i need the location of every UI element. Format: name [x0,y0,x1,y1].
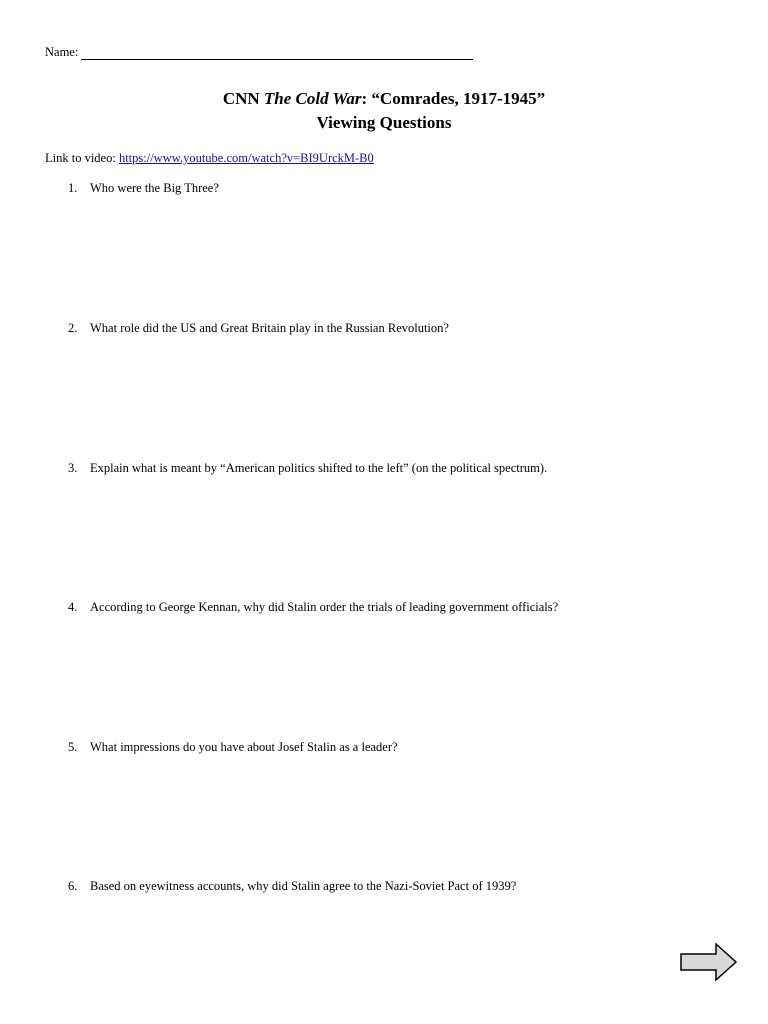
next-page-arrow[interactable] [680,942,738,987]
question-text: According to George Kennan, why did Stalin order the trials of leading government officials? [90,600,559,614]
question-4 [68,600,558,615]
name-label: Name: [45,45,79,59]
video-link[interactable]: https://www.youtube.com/watch?v=BI9UrckM-B0 [118,151,374,165]
video-link-label: Link to video: [45,151,119,165]
question-text: What impressions do you have about Josef Stalin as a leader? [90,740,398,754]
question-1 [68,181,219,196]
video-link-row [45,151,374,166]
name-blank-line[interactable] [81,45,473,60]
question-text: What role did the US and Great Britain play in the Russian Revolution? [90,321,449,335]
question-number: 1. [68,181,78,195]
document-title [0,86,768,112]
question-6 [68,879,516,894]
title-suffix: : “Comrades, 1917-1945” [361,89,546,108]
question-number: 4. [68,600,78,614]
name-field-row [45,45,473,60]
question-number: 6. [68,879,78,893]
question-number: 2. [68,321,78,335]
question-5 [68,740,398,755]
title-prefix: CNN [222,89,264,108]
question-text: Based on eyewitness accounts, why did Stalin agree to the Nazi-Soviet Pact of 1939? [90,879,517,893]
document-subtitle: Viewing Questions [316,113,452,132]
question-number: 5. [68,740,78,754]
question-3 [68,461,547,476]
question-text: Explain what is meant by “American politics shifted to the left” (on the political spectrum). [90,461,548,475]
question-number: 3. [68,461,78,475]
question-2 [68,321,449,336]
question-text: Who were the Big Three? [90,181,219,195]
title-italic: The Cold War [263,89,362,108]
right-arrow-icon [680,942,738,982]
